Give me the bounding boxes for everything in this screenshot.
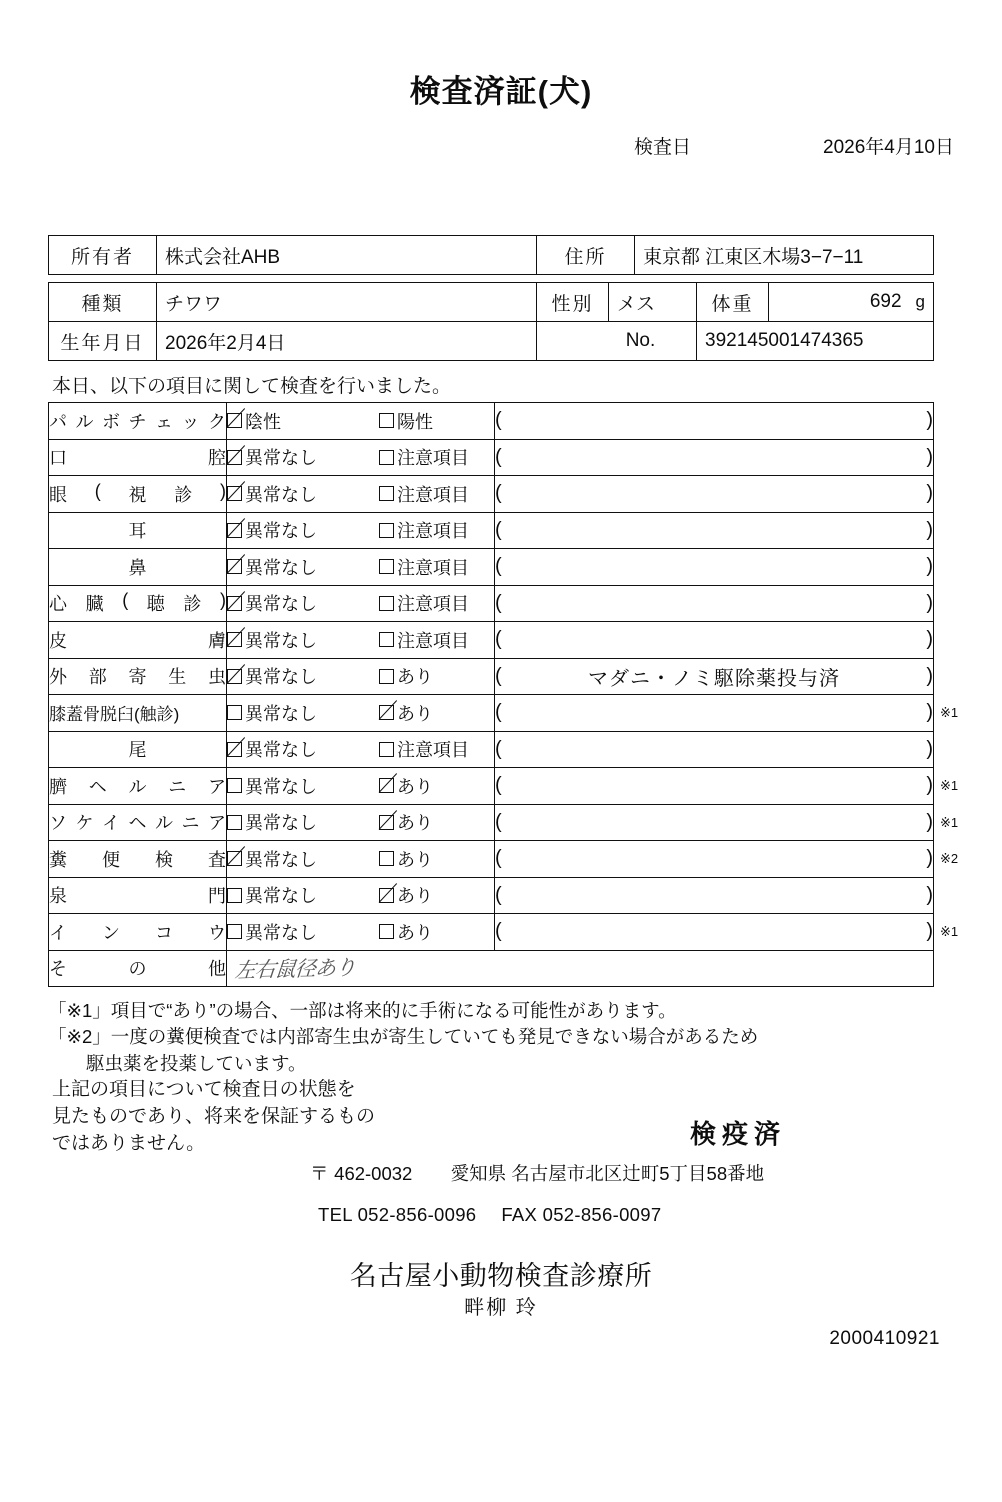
checklist-label-cell: [49, 841, 227, 878]
checkbox-option-2[interactable]: [379, 773, 433, 799]
other-row: [49, 950, 934, 987]
paren-close: ): [926, 737, 933, 760]
checkbox-option-2-label: 注意項目: [397, 448, 469, 469]
paren-open: (: [495, 482, 502, 505]
checkbox-option-2[interactable]: [379, 590, 469, 616]
checkbox-icon[interactable]: [379, 851, 394, 866]
paren-close: ): [926, 810, 933, 833]
checkbox-option-1-label: 異常なし: [245, 667, 317, 688]
table-row: [49, 236, 934, 275]
checklist-row-label: ソ ケ イ ヘ ル ニ ア: [49, 813, 226, 834]
checklist-label-cell: [49, 804, 227, 841]
checkbox-option-1-label: 異常なし: [245, 630, 317, 651]
checklist-label-cell: [49, 695, 227, 732]
checkbox-icon[interactable]: [227, 705, 242, 720]
checklist-row: [49, 403, 934, 440]
paren-open: (: [495, 664, 502, 687]
checklist-note-cell[interactable]: [495, 731, 934, 768]
checkbox-icon[interactable]: [379, 450, 394, 465]
checklist-label-cell: [49, 512, 227, 549]
checkbox-option-1-label: 異常なし: [245, 886, 317, 907]
owner-label: 所有者: [49, 236, 157, 275]
checklist-note-cell[interactable]: [495, 476, 934, 513]
checklist-row-label: 皮 膚: [49, 630, 226, 651]
checkbox-option-2[interactable]: [379, 481, 469, 507]
checklist-label-cell: [49, 658, 227, 695]
checkbox-option-1-label: 異常なし: [245, 521, 317, 542]
checklist-row: [49, 695, 934, 732]
checklist-options-cell: [227, 512, 495, 549]
pet-info-table: [48, 282, 934, 361]
clinic-address: 愛知県 名古屋市北区辻町5丁目58番地: [450, 1163, 765, 1184]
checklist-label-cell: [49, 914, 227, 951]
weight-unit: g: [915, 292, 925, 311]
checklist-label-cell: [49, 877, 227, 914]
other-label-cell: [49, 950, 227, 987]
checklist-note-cell[interactable]: [495, 695, 934, 732]
footnote-1: 「※1」項目で“あり”の場合、一部は将来的に手術になる可能性があります。: [48, 1000, 677, 1021]
checkbox-option-1-label: 異常なし: [245, 776, 317, 797]
checkbox-option-2-label: あり: [397, 886, 433, 907]
checklist-label-cell: [49, 585, 227, 622]
checkbox-option-2[interactable]: [379, 919, 433, 945]
clinic-zip: 462-0032: [334, 1163, 413, 1184]
paren-close: ): [926, 628, 933, 651]
veterinarian-name: 畔柳 玲: [464, 1297, 538, 1319]
paren-open: (: [495, 701, 502, 724]
intro-text: 本日、以下の項目に関して検査を行いました。: [52, 376, 452, 397]
checklist-note-cell[interactable]: [495, 403, 934, 440]
checkbox-option-2-label: 注意項目: [397, 630, 469, 651]
checkbox-icon[interactable]: [379, 486, 394, 501]
checkbox-option-2-label: 陽性: [397, 411, 433, 432]
exam-date-row: [0, 132, 1002, 159]
paren-open: (: [495, 883, 502, 906]
checklist-row-label: 耳: [128, 521, 147, 542]
paren-open: (: [495, 445, 502, 468]
checkbox-option-2[interactable]: [379, 882, 433, 908]
checklist-row-label: 鼻: [128, 557, 147, 578]
footnote-2-cont: 駆虫薬を投薬しています。: [86, 1052, 307, 1074]
checkbox-icon[interactable]: [227, 559, 242, 574]
clinic-contact-line: [318, 1204, 661, 1226]
checkbox-icon[interactable]: [379, 742, 394, 757]
reference-number: 2000410921: [829, 1328, 940, 1349]
clinic-address-line: [310, 1160, 764, 1186]
checkbox-option-1-label: 陰性: [245, 411, 281, 432]
paren-open: (: [495, 518, 502, 541]
checklist-options-cell: [227, 658, 495, 695]
checklist-note-cell[interactable]: [495, 877, 934, 914]
checkbox-option-1[interactable]: [227, 408, 379, 434]
checkbox-icon[interactable]: [227, 851, 242, 866]
checklist-options-cell: [227, 877, 495, 914]
owner-table: [48, 235, 934, 275]
checklist-options-cell: [227, 695, 495, 732]
checklist-row: [49, 439, 934, 476]
checklist-label-cell: [49, 549, 227, 586]
checkbox-option-1[interactable]: [227, 700, 379, 726]
owner-value: 株式会社AHB: [157, 236, 537, 275]
checkbox-option-2[interactable]: [379, 408, 433, 434]
checklist-row: [49, 585, 934, 622]
checklist-row-label: 外 部 寄 生 虫: [49, 667, 226, 688]
checkbox-icon[interactable]: [227, 632, 242, 647]
checklist-note-cell[interactable]: [495, 622, 934, 659]
table-row: [49, 283, 934, 322]
footnote-marker: ※1: [940, 778, 959, 793]
checkbox-option-1[interactable]: [227, 846, 379, 872]
checklist-label-cell: [49, 403, 227, 440]
checkbox-option-1-label: 異常なし: [245, 557, 317, 578]
checkbox-option-2[interactable]: [379, 554, 469, 580]
checkbox-option-1[interactable]: [227, 627, 379, 653]
paren-open: (: [495, 591, 502, 614]
checklist-options-cell: [227, 549, 495, 586]
exam-date-label: 検査日: [634, 137, 692, 158]
checklist-label-cell: [49, 439, 227, 476]
checkbox-icon[interactable]: [227, 596, 242, 611]
checkbox-icon[interactable]: [227, 523, 242, 538]
page-title: 検査済証(犬): [409, 74, 593, 109]
checkbox-option-1-label: 異常なし: [245, 849, 317, 870]
paren-close: ): [926, 920, 933, 943]
no-value: 392145001474365: [697, 322, 934, 361]
checklist-row-label: パ ル ボ チ ェ ッ ク: [49, 411, 226, 432]
checkbox-icon[interactable]: [227, 778, 242, 793]
checkbox-option-2[interactable]: [379, 809, 433, 835]
checklist-options-cell: [227, 585, 495, 622]
sex-label: 性別: [537, 283, 609, 322]
checklist-options-cell: [227, 476, 495, 513]
birthdate-label: 生年月日: [49, 322, 157, 361]
checkbox-icon[interactable]: [227, 669, 242, 684]
checklist-note-cell[interactable]: [495, 768, 934, 805]
address-label: 住所: [537, 236, 635, 275]
checkbox-option-1-label: 異常なし: [245, 448, 317, 469]
birthdate-value: 2026年2月4日: [157, 322, 537, 361]
clinic-name: 名古屋小動物検査診療所: [349, 1261, 653, 1291]
checkbox-option-1[interactable]: [227, 444, 379, 470]
paren-close: ): [926, 701, 933, 724]
checklist-label-cell: [49, 768, 227, 805]
paren-open: (: [495, 737, 502, 760]
checklist-row: [49, 841, 934, 878]
paren-close: ): [926, 518, 933, 541]
checkbox-option-2[interactable]: [379, 736, 469, 762]
paren-close: ): [926, 774, 933, 797]
checkbox-icon[interactable]: [379, 778, 394, 793]
weight-value-cell: [769, 283, 934, 322]
checklist-options-cell: [227, 804, 495, 841]
checkbox-option-2[interactable]: [379, 846, 433, 872]
checkbox-option-2-label: 注意項目: [397, 594, 469, 615]
checkbox-icon[interactable]: [379, 559, 394, 574]
checkbox-option-2[interactable]: [379, 663, 433, 689]
checkbox-option-1-label: 異常なし: [245, 594, 317, 615]
zip-symbol-icon: 〒: [310, 1163, 330, 1184]
clinic-fax: FAX 052-856-0097: [501, 1204, 662, 1225]
no-label: No.: [537, 322, 697, 361]
checklist-row: [49, 549, 934, 586]
other-label: そ の 他: [49, 959, 226, 980]
checklist-row-label: 膝蓋骨脱臼(触診): [49, 705, 180, 725]
checklist-row-label: 口 腔: [49, 448, 226, 469]
checklist-label-cell: [49, 731, 227, 768]
checkbox-icon[interactable]: [379, 669, 394, 684]
checklist-note-cell[interactable]: [495, 804, 934, 841]
checkbox-option-2-label: あり: [397, 849, 433, 870]
weight-label: 体重: [697, 283, 769, 322]
checklist-row-label: 心 臓 ( 聴 診 ): [49, 590, 226, 615]
breed-label: 種類: [49, 283, 157, 322]
other-handwriting: 左右鼠径あり: [233, 955, 357, 983]
checkbox-option-2-label: あり: [397, 922, 433, 943]
checklist-note-cell[interactable]: [495, 512, 934, 549]
checkbox-option-1[interactable]: [227, 590, 379, 616]
paren-open: (: [495, 409, 502, 432]
weight-value: 692: [869, 291, 902, 312]
paren-close: ): [926, 445, 933, 468]
checklist-row: [49, 622, 934, 659]
checkbox-option-2-label: 注意項目: [397, 484, 469, 505]
checkbox-icon[interactable]: [379, 413, 394, 428]
checkbox-icon[interactable]: [379, 924, 394, 939]
checklist-label-cell: [49, 622, 227, 659]
sex-value: メス: [609, 283, 697, 322]
checklist-row: [49, 877, 934, 914]
footnotes: [48, 998, 938, 1077]
checkbox-option-2-label: あり: [397, 813, 433, 834]
checkbox-option-1-label: 異常なし: [245, 703, 317, 724]
checkbox-icon[interactable]: [379, 705, 394, 720]
checkbox-option-2[interactable]: [379, 444, 469, 470]
checkbox-icon[interactable]: [379, 596, 394, 611]
checkbox-option-2-label: あり: [397, 776, 433, 797]
checklist-row: [49, 476, 934, 513]
checklist-note-cell[interactable]: [495, 658, 934, 695]
checkbox-icon[interactable]: [379, 888, 394, 903]
checkbox-option-2-label: 注意項目: [397, 557, 469, 578]
checkbox-icon[interactable]: [227, 742, 242, 757]
quarantine-stamp: 検疫済: [690, 1119, 787, 1149]
checkbox-icon[interactable]: [227, 888, 242, 903]
disclaimer-line-1: 上記の項目について検査日の状態を: [52, 1079, 356, 1100]
exam-date-value: 2026年4月10日: [823, 137, 954, 158]
checkbox-option-2-label: あり: [397, 703, 433, 724]
checkbox-option-1-label: 異常なし: [245, 922, 317, 943]
checklist-row: [49, 512, 934, 549]
checkbox-option-2[interactable]: [379, 700, 433, 726]
paren-close: ): [926, 409, 933, 432]
checklist-row: [49, 914, 934, 951]
checklist-note-cell[interactable]: [495, 585, 934, 622]
checkbox-icon[interactable]: [227, 815, 242, 830]
checkbox-option-1[interactable]: [227, 882, 379, 908]
checkbox-option-2-label: 注意項目: [397, 740, 469, 761]
clinic-tel: TEL 052-856-0096: [318, 1204, 477, 1225]
breed-value: チワワ: [157, 283, 537, 322]
checklist-row: [49, 731, 934, 768]
disclaimer-line-3: ではありません。: [52, 1133, 206, 1155]
checklist-note-cell[interactable]: [495, 439, 934, 476]
checklist-label-cell: [49, 476, 227, 513]
checkbox-option-1-label: 異常なし: [245, 740, 317, 761]
checkbox-option-1[interactable]: [227, 773, 379, 799]
checklist-row: [49, 804, 934, 841]
checklist-options-cell: [227, 622, 495, 659]
checkbox-icon[interactable]: [227, 413, 242, 428]
checkbox-option-2[interactable]: [379, 517, 469, 543]
checklist-note-text: マダニ・ノミ駆除薬投与済: [588, 667, 840, 690]
paren-close: ): [926, 664, 933, 687]
checkbox-option-1-label: 異常なし: [245, 813, 317, 834]
checkbox-option-1[interactable]: [227, 481, 379, 507]
paren-open: (: [495, 555, 502, 578]
checkbox-option-1[interactable]: [227, 809, 379, 835]
checklist-row: [49, 768, 934, 805]
disclaimer-line-2: 見たものであり、将来を保証するもの: [52, 1106, 376, 1128]
checklist-row-label: 尾: [128, 740, 147, 761]
checklist-options-cell: [227, 731, 495, 768]
paren-open: (: [495, 847, 502, 870]
paren-open: (: [495, 774, 502, 797]
checklist-row-label: 眼 ( 視 診 ): [49, 480, 226, 505]
disclaimer: [52, 1076, 472, 1157]
checkbox-option-1[interactable]: [227, 554, 379, 580]
footnote-2: 「※2」一度の糞便検査では内部寄生虫が寄生していても発見できない場合があるため: [48, 1026, 759, 1048]
paren-close: ): [926, 555, 933, 578]
other-value-cell[interactable]: [227, 950, 934, 987]
checklist-row-label: 臍 ヘ ル ニ ア: [49, 776, 226, 797]
footnote-marker: ※1: [940, 814, 959, 830]
address-value: 東京都 江東区木場3−7−11: [635, 236, 934, 275]
checkbox-option-2-label: あり: [397, 667, 433, 688]
checkbox-icon[interactable]: [227, 486, 242, 501]
checklist-options-cell: [227, 403, 495, 440]
checkbox-icon[interactable]: [379, 815, 394, 830]
checkbox-option-1[interactable]: [227, 919, 379, 945]
checklist-options-cell: [227, 841, 495, 878]
checkbox-icon[interactable]: [227, 450, 242, 465]
checklist-options-cell: [227, 439, 495, 476]
checklist-note-cell[interactable]: [495, 549, 934, 586]
checkbox-option-2-label: 注意項目: [397, 521, 469, 542]
footnote-marker: ※1: [940, 705, 959, 720]
checkbox-icon[interactable]: [379, 523, 394, 538]
paren-open: (: [495, 628, 502, 651]
table-row: [49, 322, 934, 361]
checklist-note-cell[interactable]: [495, 841, 934, 878]
checklist-note-cell[interactable]: [495, 914, 934, 951]
paren-close: ): [926, 883, 933, 906]
checkbox-option-1[interactable]: [227, 736, 379, 762]
footnote-marker: ※2: [940, 851, 959, 866]
checkbox-icon[interactable]: [379, 632, 394, 647]
paren-close: ): [926, 482, 933, 505]
footnote-marker: ※1: [940, 924, 959, 939]
checklist-options-cell: [227, 914, 495, 951]
checklist-row-label: 泉 門: [49, 886, 226, 907]
checkbox-option-2[interactable]: [379, 627, 469, 653]
checklist-row-label: 糞 便 検 査: [49, 849, 226, 870]
checkbox-option-1[interactable]: [227, 663, 379, 689]
checkbox-icon[interactable]: [227, 924, 242, 939]
paren-open: (: [495, 810, 502, 833]
checkbox-option-1[interactable]: [227, 517, 379, 543]
checklist-options-cell: [227, 768, 495, 805]
paren-close: ): [926, 847, 933, 870]
checkbox-option-1-label: 異常なし: [245, 484, 317, 505]
inspection-checklist: [48, 402, 934, 987]
paren-open: (: [495, 920, 502, 943]
checklist-row: [49, 658, 934, 695]
paren-close: ): [926, 591, 933, 614]
checklist-row-label: イ ン コ ウ: [49, 922, 226, 943]
